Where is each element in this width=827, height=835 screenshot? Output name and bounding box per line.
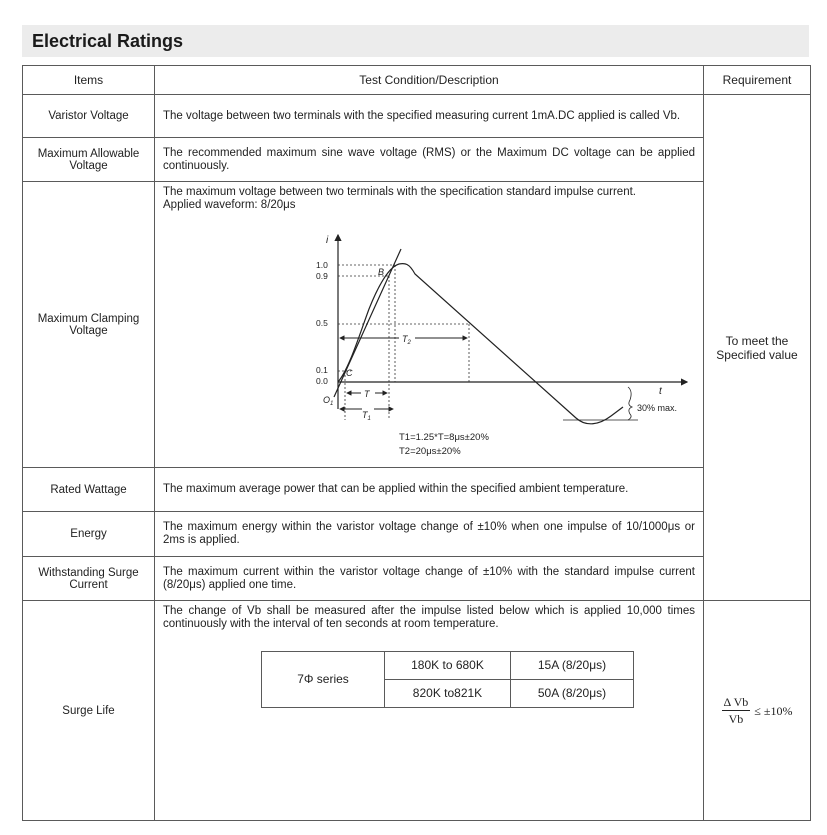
surge-current-cell: 15A (8/20μs)	[511, 652, 634, 680]
desc-max-allowable-voltage: The recommended maximum sine wave voltage (RMS) or the Maximum DC voltage can be applied continuously.	[155, 138, 704, 182]
surge-range-cell: 820K to821K	[385, 680, 511, 708]
header-requirement: Requirement	[704, 66, 811, 95]
table-row	[23, 138, 811, 182]
item-max-clamping-voltage: Maximum Clamping Voltage	[23, 182, 155, 468]
point-c-label: C	[346, 368, 353, 378]
section-title: Electrical Ratings	[32, 31, 184, 51]
waveform-curve	[338, 264, 623, 424]
requirement-line-2: Specified value	[716, 347, 798, 362]
tick-0-5: 0.5	[316, 318, 328, 328]
requirement-surge-life	[704, 601, 811, 821]
desc-rated-wattage: The maximum average power that can be applied within the specified ambient temperature.	[155, 468, 704, 512]
formula-numerator: Δ Vb	[723, 695, 749, 709]
tick-0-1: 0.1	[316, 365, 328, 375]
table-row	[23, 512, 811, 557]
t-label: T	[364, 389, 370, 399]
section-header	[22, 25, 809, 57]
requirement-main	[704, 95, 811, 601]
table-header-row	[23, 66, 811, 95]
table-row	[262, 652, 634, 680]
impulse-waveform-diagram	[163, 214, 696, 458]
surge-current-cell: 50A (8/20μs)	[511, 680, 634, 708]
formula-denominator: Vb	[728, 712, 744, 726]
desc-energy: The maximum energy within the varistor voltage change of ±10% when one impulse of 10/1000μs or 2ms is applied.	[155, 512, 704, 557]
desc-varistor-voltage: The voltage between two terminals with the specified measuring current 1mA.DC applied is called Vb.	[155, 95, 704, 138]
surge-series-cell: 7Φ series	[262, 652, 385, 708]
item-max-allowable-voltage: Maximum Allowable Voltage	[23, 138, 155, 182]
requirement-line-1: To meet the	[725, 333, 789, 348]
tick-0-0: 0.0	[316, 376, 328, 386]
overshoot-label: 30% max.	[637, 403, 678, 413]
y-axis-label: i	[326, 235, 329, 246]
tick-1-0: 1.0	[316, 260, 328, 270]
clamping-desc-line-1: The maximum voltage between two terminals with the specification standard impulse current.	[163, 186, 636, 198]
desc-max-clamping-voltage	[155, 182, 704, 468]
desc-surge-life	[155, 601, 704, 821]
t2-label: $T_2$	[402, 334, 411, 346]
item-energy: Energy	[23, 512, 155, 557]
surge-life-table	[261, 651, 634, 708]
table-row	[23, 557, 811, 601]
note-t1: T1=1.25*T=8μs±20%	[399, 432, 489, 443]
electrical-ratings-table	[22, 65, 811, 821]
front-slope-line	[334, 249, 401, 397]
desc-withstanding-surge-current: The maximum current within the varistor voltage change of ±10% with the standard impulse current (8/20μs) applied one time.	[155, 557, 704, 601]
item-varistor-voltage: Varistor Voltage	[23, 95, 155, 138]
surge-life-formula	[722, 695, 793, 726]
table-row	[23, 468, 811, 512]
surge-life-text: The change of Vb shall be measured after the impulse listed below which is applied 10,000 times continuously with the interval of ten seconds at room temperature.	[163, 605, 695, 630]
note-t2: T2=20μs±20%	[399, 446, 461, 457]
header-items: Items	[23, 66, 155, 95]
tick-0-9: 0.9	[316, 271, 328, 281]
formula-relation: ≤ ±10%	[754, 703, 793, 718]
clamping-desc-line-2: Applied waveform: 8/20μs	[163, 199, 296, 211]
x-axis-label: t	[659, 386, 662, 397]
header-description: Test Condition/Description	[155, 66, 704, 95]
origin-label: $O_1$	[323, 395, 334, 407]
item-surge-life: Surge Life	[23, 601, 155, 821]
table-row	[23, 601, 811, 821]
surge-range-cell: 180K to 680K	[385, 652, 511, 680]
table-row	[23, 95, 811, 138]
overshoot-brace	[628, 387, 632, 420]
point-b-label: B	[378, 267, 385, 277]
table-row	[23, 182, 811, 468]
item-rated-wattage: Rated Wattage	[23, 468, 155, 512]
item-withstanding-surge-current: Withstanding Surge Current	[23, 557, 155, 601]
formula-fraction	[722, 695, 751, 726]
t1-label: $T_1$	[362, 410, 371, 422]
